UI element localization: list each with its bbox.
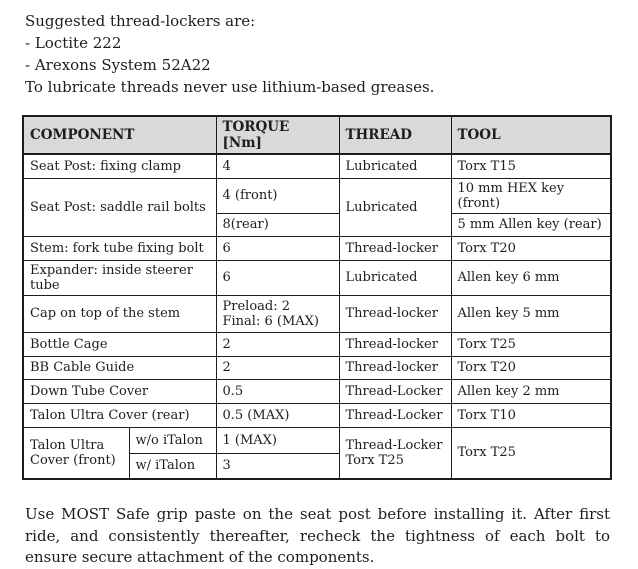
cell-tool-front: 10 mm HEX key (front) — [451, 178, 611, 213]
cell-thread: Thread-locker — [339, 332, 451, 356]
cell-thread: Thread-Locker — [339, 403, 451, 427]
torque-preload-line: Preload: 2 — [222, 298, 290, 314]
cell-torque: 2 — [216, 356, 339, 379]
cell-variant-with: w/ iTalon — [129, 453, 216, 479]
cell-component: Expander: inside steerer tube — [23, 260, 216, 295]
cell-component: Bottle Cage — [23, 332, 216, 356]
row-expander — [23, 260, 611, 295]
cell-torque: 2 — [216, 332, 339, 356]
cell-variant-without: w/o iTalon — [129, 427, 216, 453]
thread-locker-line: Thread-Locker — [345, 437, 443, 453]
cell-torque-rear: 8(rear) — [216, 213, 339, 236]
cell-component: Seat Post: fixing clamp — [23, 154, 216, 178]
cell-tool: Allen key 5 mm — [451, 295, 611, 332]
row-bb-cable-guide — [23, 356, 611, 379]
row-stem-cap — [23, 295, 611, 332]
intro-line-loctite: - Loctite 222 — [25, 34, 122, 52]
row-saddle-rail-front — [23, 178, 611, 213]
cell-torque-without: 1 (MAX) — [216, 427, 339, 453]
cell-thread: Lubricated — [339, 260, 451, 295]
cell-thread: Thread-locker — [339, 356, 451, 379]
intro-line-lubricate: To lubricate threads never use lithium-based greases. — [25, 78, 435, 96]
footer-paragraph: Use MOST Safe grip paste on the seat post before installing it. After first ride, and consistently thereafter, recheck the tightness of each bolt to ensure secure attachment of the components. — [25, 505, 610, 566]
cell-tool: Torx T25 — [451, 332, 611, 356]
cell-torque-front: 4 (front) — [216, 178, 339, 213]
cell-torque-with: 3 — [216, 453, 339, 479]
header-tool: TOOL — [451, 116, 611, 154]
torque-spec-table — [22, 115, 612, 480]
cell-component: BB Cable Guide — [23, 356, 216, 379]
row-talon-rear — [23, 403, 611, 427]
row-stem-bolt — [23, 236, 611, 260]
cell-torque: 0.5 (MAX) — [216, 403, 339, 427]
row-seat-post-clamp — [23, 154, 611, 178]
cell-tool: Torx T10 — [451, 403, 611, 427]
cell-torque: 6 — [216, 236, 339, 260]
cell-tool-rear: 5 mm Allen key (rear) — [451, 213, 611, 236]
cell-torque — [216, 295, 339, 332]
row-talon-front-without-italon — [23, 427, 611, 453]
cell-torque: 6 — [216, 260, 339, 295]
cell-tool: Torx T15 — [451, 154, 611, 178]
cell-tool: Torx T25 — [451, 427, 611, 479]
header-thread: THREAD — [339, 116, 451, 154]
cell-thread: Lubricated — [339, 178, 451, 236]
cell-tool: Allen key 6 mm — [451, 260, 611, 295]
cell-component: Talon Ultra Cover (rear) — [23, 403, 216, 427]
cell-tool: Torx T20 — [451, 236, 611, 260]
intro-text-block — [25, 10, 638, 98]
cell-component: Down Tube Cover — [23, 379, 216, 403]
cell-thread: Thread-locker — [339, 236, 451, 260]
torque-final-line: Final: 6 (MAX) — [222, 313, 319, 329]
cell-component: Cap on top of the stem — [23, 295, 216, 332]
intro-line-suggested: Suggested thread-lockers are: — [25, 12, 256, 30]
cell-thread — [339, 427, 451, 479]
row-down-tube-cover — [23, 379, 611, 403]
cell-torque: 0.5 — [216, 379, 339, 403]
cell-component: Talon Ultra Cover (front) — [23, 427, 129, 479]
cell-component: Stem: fork tube fixing bolt — [23, 236, 216, 260]
cell-torque: 4 — [216, 154, 339, 178]
intro-line-arexons: - Arexons System 52A22 — [25, 56, 211, 74]
header-component: COMPONENT — [23, 116, 216, 154]
row-bottle-cage — [23, 332, 611, 356]
thread-torx-line: Torx T25 — [345, 452, 404, 468]
cell-thread: Lubricated — [339, 154, 451, 178]
cell-thread: Thread-Locker — [339, 379, 451, 403]
table-header-row — [23, 116, 611, 154]
cell-tool: Torx T20 — [451, 356, 611, 379]
cell-component: Seat Post: saddle rail bolts — [23, 178, 216, 236]
cell-tool: Allen key 2 mm — [451, 379, 611, 403]
cell-thread: Thread-locker — [339, 295, 451, 332]
header-torque: TORQUE [Nm] — [216, 116, 339, 154]
